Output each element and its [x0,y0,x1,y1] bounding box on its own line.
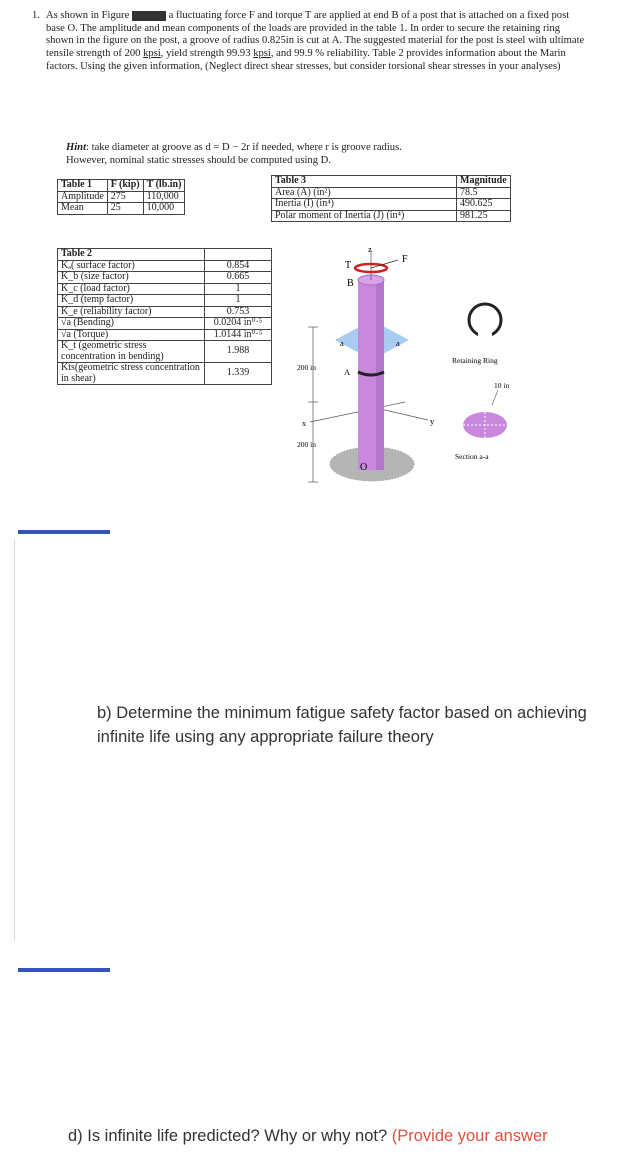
post-figure [280,242,540,492]
redacted-figure-number [132,11,166,21]
table-row: Inertia (I) (in⁴) 490.625 [272,199,511,211]
label-B: B [347,278,354,289]
section-label: Section a-a [455,452,489,461]
label-T: T [345,260,352,271]
question-d: d) Is infinite life predicted? Why or why not? (Provide your answer [68,1127,548,1145]
table-row: K_c (load factor) 1 [58,283,272,295]
table-row: Amplitude 275 110,000 [58,191,185,203]
table-2 [57,248,272,385]
label-z: z [368,244,372,254]
label-A: A [344,367,351,377]
retaining-ring [469,304,501,336]
table-row: √a (Torque) 1.0144 in⁰·⁵ [58,329,272,341]
retaining-ring-label: Retaining Ring [452,356,498,365]
separator-line [18,530,110,534]
table-row: K_e (reliability factor) 0.753 [58,306,272,318]
diameter-label: 10 in [494,381,510,390]
question-b: b) Determine the minimum fatigue safety factor based on achieving infinite life using any appropriate failure theory [97,704,587,746]
label-x: x [302,418,307,428]
table-row: Kts(geometric stress concentration in shear) 1.339 [58,363,272,385]
table-row: K_d (temp factor) 1 [58,295,272,307]
table-3 [271,175,511,222]
table-header-row: Table 1 F (kip) T (lb.in) [58,180,185,192]
table-header-row: Table 3 Magnitude [272,176,511,188]
table-row: Area (A) (in²) 78.5 [272,187,511,199]
table-row: Kₐ( surface factor) 0.854 [58,260,272,272]
problem-statement: 1. As shown in Figure a fluctuating force F and torque T are applied at end B of a post that is attached on a fixed post base O. The amplitude and mean components of the loads are provided in the table 1. In order to secure the retaining ring shown in the figure on the post, a groove of radius 0.825in is cut at A. The suggested material for the post is steel with ultimate tensile strength of 200 kpsi, yield strength 99.93 kpsi, and 99.9 % reliability. Table 2 provides information about the Marin factors. Using the given information, (Neglect direct shear stresses, but consider torsional shear stresses in your analyses) [32,10,585,72]
dim-200-lower: 200 in [297,440,316,449]
table-header-row: Table 2 [58,249,272,261]
table-row: Polar moment of Inertia (J) (in⁴) 981.25 [272,210,511,222]
table-row: K_t (geometric stress concentration in bending) 1.988 [58,341,272,363]
hint: Hint: take diameter at groove as d = D − 2r if needed, where r is groove radius. However, nominal static stresses should be computed using D. [66,142,402,166]
problem-number: 1. [32,10,40,21]
dim-200-upper: 200 in [297,363,316,372]
table-row: K_b (size factor) 0.665 [58,272,272,284]
table-row: Mean 25 10,000 [58,203,185,215]
label-a-left: a [340,338,344,348]
label-a-right: a [396,338,400,348]
table-row: √a (Bending) 0.0204 in⁰·⁵ [58,318,272,330]
label-O: O [360,462,368,473]
separator-line [18,968,110,972]
answer-border [14,540,15,940]
label-y: y [430,416,435,426]
label-F: F [402,254,408,265]
table-1 [57,179,185,215]
